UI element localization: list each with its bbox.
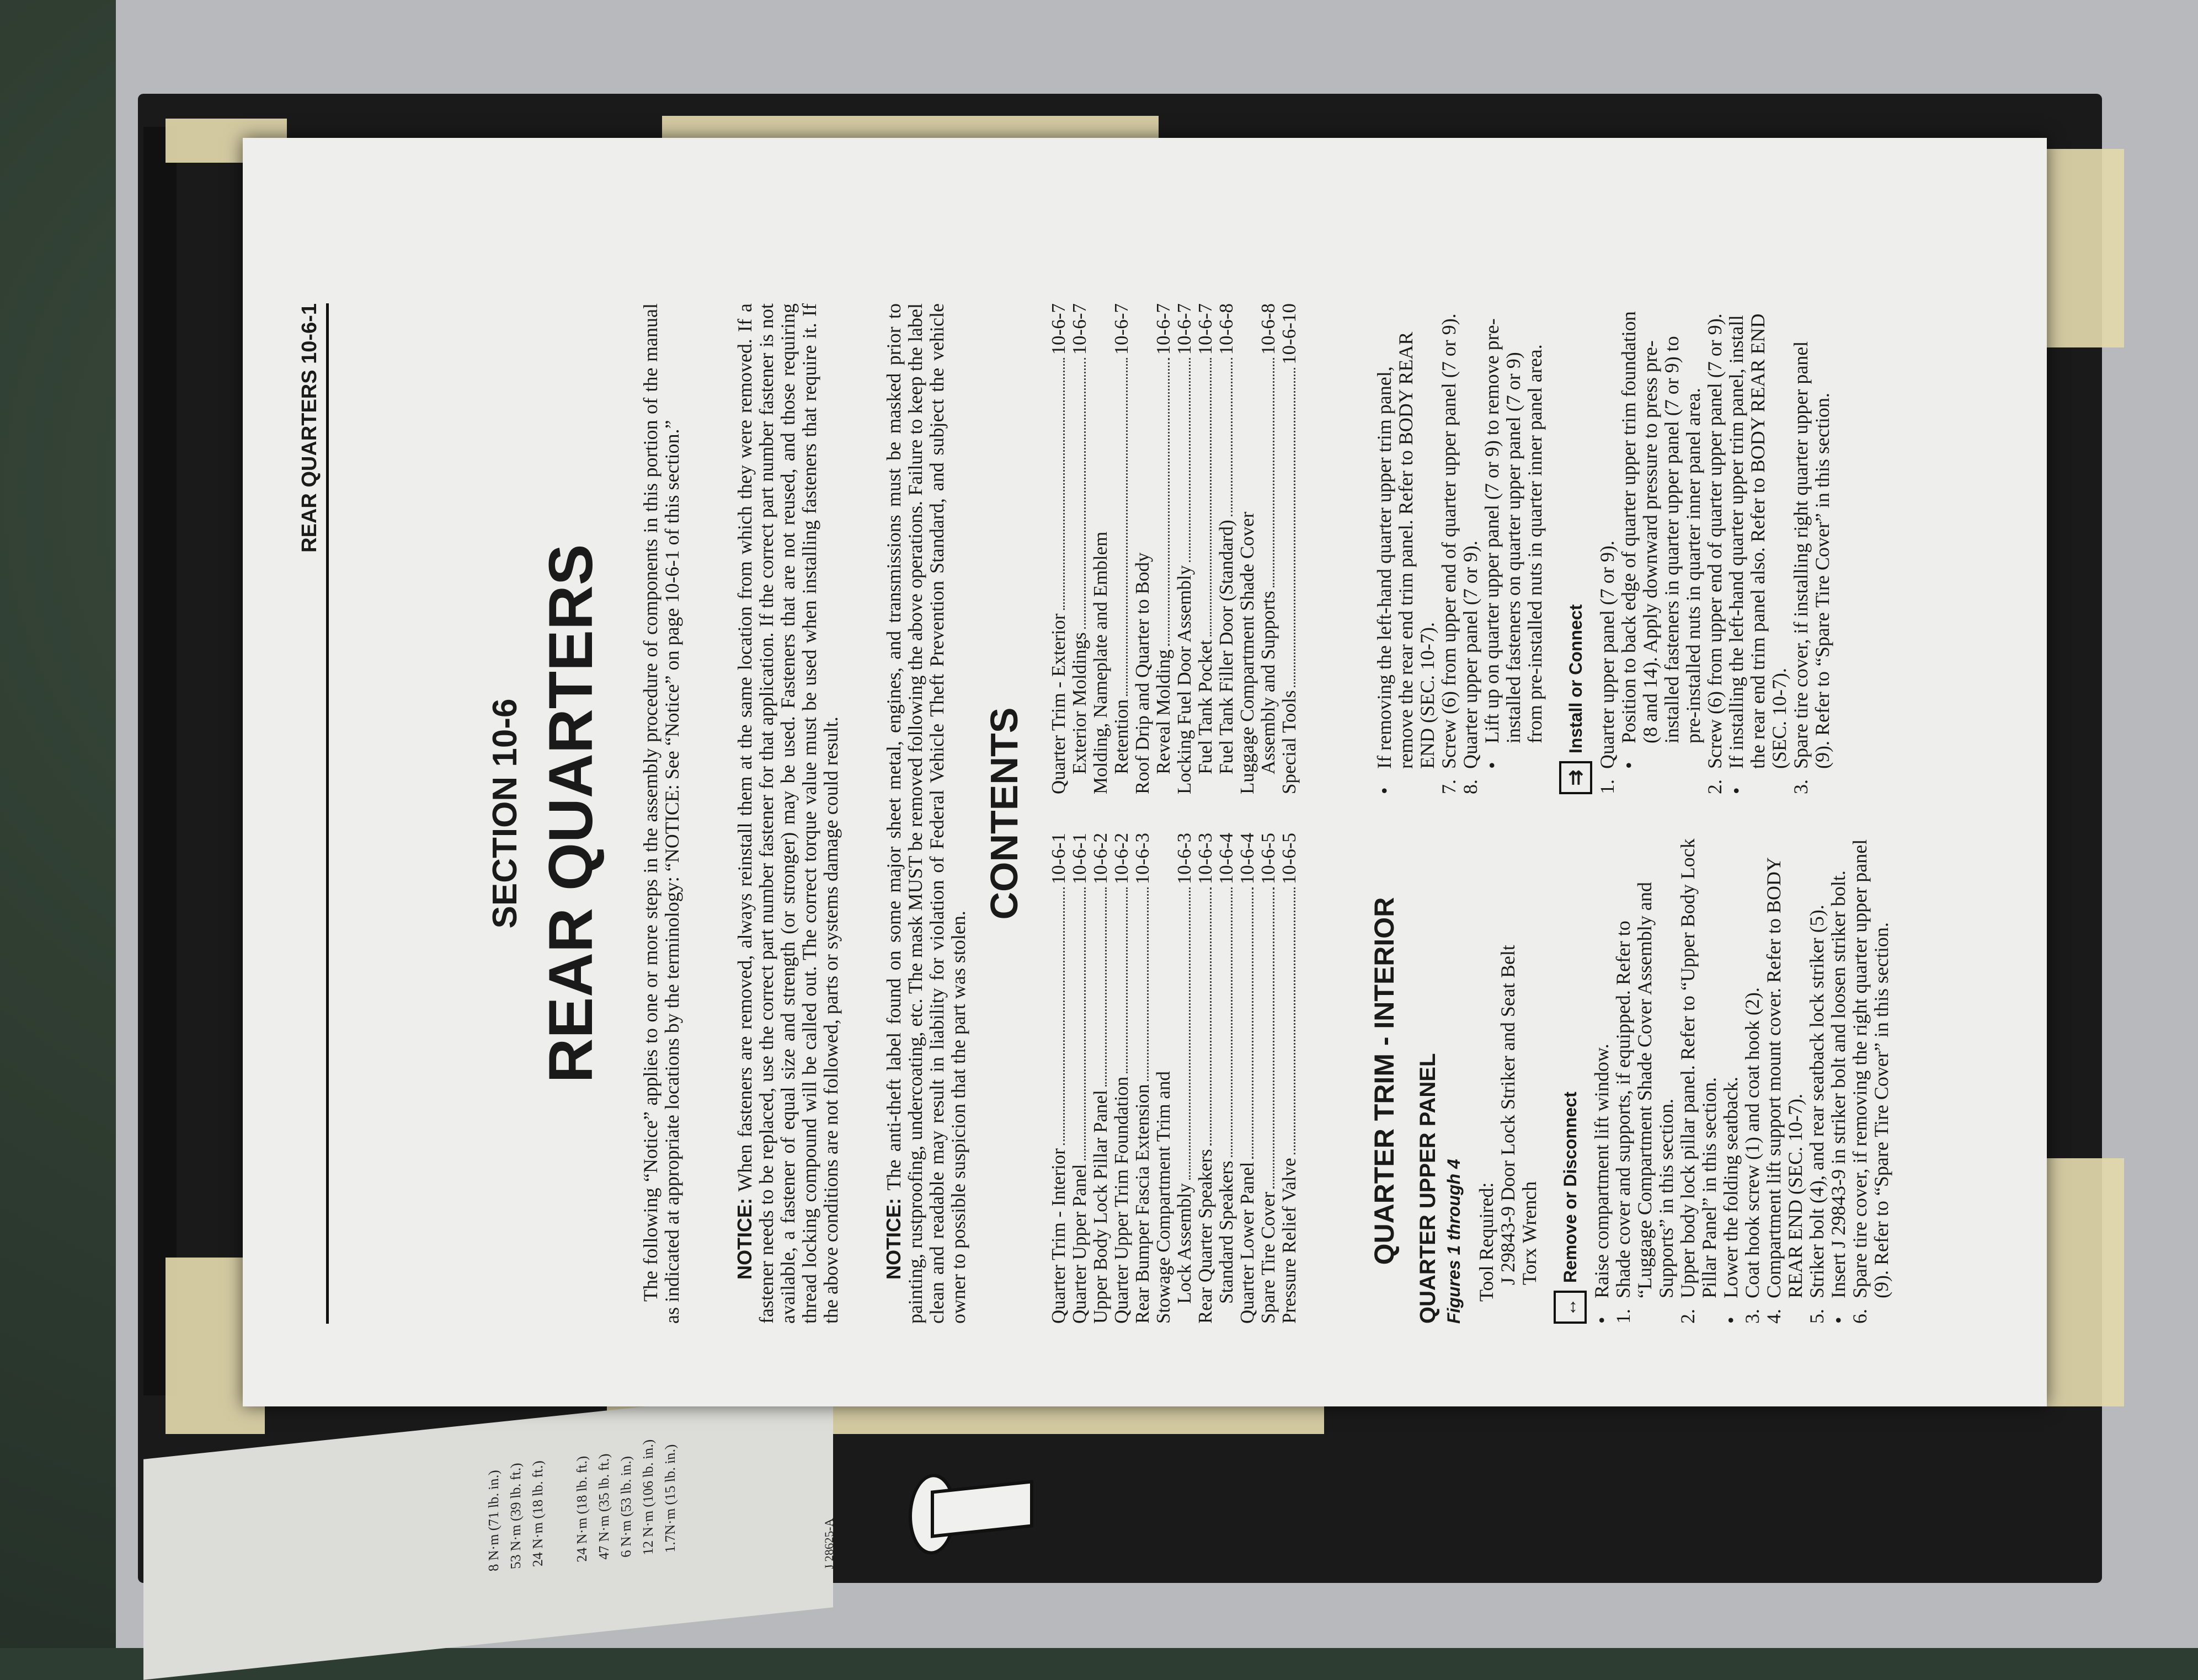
procedure-step [1763,838,1806,1324]
notice-antitheft [883,303,969,1324]
toc-entry [1174,833,1195,1324]
toc-entry [1195,303,1216,794]
toc-page: 10-6-8 [1257,303,1279,355]
toc-entry [1090,303,1111,794]
toc-label: Quarter Trim - Interior [1048,1148,1069,1324]
step-marker: 3. [1790,779,1812,794]
toc-entry [1237,303,1258,794]
toc-entry [1258,303,1279,794]
toc-entry [1153,303,1174,794]
figures-ref: Figures 1 through 4 [1444,1159,1464,1324]
toc-page: 10-6-2 [1090,833,1111,885]
intro-paragraph [640,303,683,1324]
step-marker: 2. [1704,779,1726,794]
tool-required-label: Tool Required: [1475,1182,1497,1302]
toc-label: Lock Assembly [1173,1183,1195,1304]
install-column [1374,309,1833,794]
toc-label: Special Tools [1278,690,1300,794]
toc-page: 10-6-7 [1194,303,1216,355]
intro-text: The following “Notice” applies to one or more steps in the assembly procedure of components in this portion of the manual as indicated at appropriate locations by the terminology: “NOTICE: See “Notice” on page 10-6-1 of this section.” [639,303,683,1324]
toc-leader [1210,358,1212,636]
procedure-step [1613,838,1677,1324]
step-marker: • [1720,1317,1742,1324]
remove-label: Remove or Disconnect [1560,1092,1580,1283]
toc-page: 10-6-7 [1069,303,1090,355]
remove-steps-continued [1374,309,1546,794]
step-marker: 6. [1849,1309,1871,1324]
toc-page: 10-6-1 [1069,833,1090,885]
remove-steps [1591,838,1892,1324]
toc-page: 10-6-7 [1173,303,1195,355]
toc-leader [1189,358,1191,562]
toc-entry [1069,833,1090,1324]
toc-page: 10-6-4 [1236,833,1258,885]
procedure-step [1828,838,1849,1324]
toc-page: 10-6-2 [1111,833,1132,885]
step-text: Quarter upper panel (7 or 9). [1596,541,1618,769]
step-text: Insert J 29843-9 in striker bolt and loosen striker bolt. [1827,870,1849,1298]
notice-text: When fasteners are removed, always reinstall them at the same location from which they were removed. If a fastener needs to be replaced, use the correct part number fastener for that application. If the correct part number fastener is not available, a fastener of equal size and strength (or stronger) may be used. Fasteners that are not reused, and those requiring thread locking compound will be called out. The correct torque value must be used when installing fasteners that require it. If the above conditions are not followed, parts or systems damage could result. [734,303,842,1324]
toc-label: Roof Drip and Quarter to Body [1132,552,1153,794]
notice-label: NOTICE: [882,1198,905,1280]
step-text: Lower the folding seatback. [1720,1077,1742,1298]
page-sheet [243,138,2047,1406]
tool-line: Torx Wrench [1518,1181,1540,1285]
step-marker: • [1373,787,1395,794]
toc-leader [1210,887,1212,1146]
running-head: REAR QUARTERS 10-6-1 [298,303,329,1324]
procedure-step [1481,309,1546,794]
step-marker: • [1725,787,1747,794]
step-text: Upper body lock pillar panel. Refer to “Upper Body Lock Pillar Panel” in this section. [1677,838,1720,1298]
toc-label: Standard Speakers [1215,1160,1237,1304]
step-text: Spare tire cover, if installing right quarter upper panel (9). Refer to “Spare Tire Cover” in this section. [1790,341,1833,769]
toc-entry [1111,303,1132,794]
toc-entry [1195,833,1216,1324]
page-content [298,303,1981,1324]
toc-entry [1216,303,1237,794]
toc-leader [1126,358,1128,696]
double-arrow-icon: ↔ [1554,1291,1587,1324]
procedure-step [1849,838,1892,1324]
toc-leader [1105,887,1107,1087]
toc-leader [1084,887,1086,1160]
toc-entry [1111,833,1132,1324]
procedure-step [1742,838,1763,1324]
toc-entry [1279,303,1300,794]
subheading: QUARTER UPPER PANEL [1416,1053,1440,1324]
step-marker: • [1591,1317,1613,1324]
toc-leader [1252,887,1253,1158]
section-title: REAR QUARTERS [536,544,605,1083]
tool-illustration [888,1401,1219,1602]
procedure-step [1806,838,1828,1324]
toc-page: 10-6-4 [1215,833,1237,885]
procedure-step [1438,309,1460,794]
toc-page: 10-6-5 [1257,833,1279,885]
toc-page: 10-6-3 [1132,833,1153,885]
step-marker: 2. [1677,1309,1699,1324]
step-text: Position to back edge of quarter upper trim foundation (8 and 14). Apply downward pressure to press pre-installed fasteners in quarter upper panel (7 or 9) to pre-installed nuts in quarter inner panel area. [1618,311,1704,743]
torque-value: 8 N·m (71 lb. in.) [486,1469,502,1572]
toc-label: Assembly and Supports [1257,591,1279,774]
tape-right-top [2041,149,2124,347]
toc-entry [1153,833,1174,1324]
step-marker: 5. [1806,1309,1828,1324]
procedure-step [1720,838,1742,1324]
torque-value: 24 N·m (18 lb. ft.) [530,1459,546,1568]
toc-leader [1294,887,1295,1154]
toc-label: Quarter Upper Panel [1069,1164,1090,1324]
toc-leader [1189,887,1191,1180]
tool-line: J 29843-9 Door Lock Striker and Seat Belt [1497,945,1519,1285]
toc-entry [1090,833,1111,1324]
toc-label: Reveal Molding [1153,649,1174,774]
toc-page: 10-6-7 [1153,303,1174,355]
step-text: Striker bolt (4), and rear seatback lock striker (5). [1806,905,1828,1298]
toc-label: Stowage Compartment Trim and [1153,1071,1174,1324]
figure-label: J 28625-A [822,1517,836,1570]
toc-leader [1273,358,1274,587]
procedure-step [1726,309,1790,794]
procedure-step [1790,309,1833,794]
remove-subhead [1554,838,1587,1324]
step-marker: 4. [1763,1309,1785,1324]
toc-leader [1063,358,1065,610]
toc-entry [1132,833,1153,1324]
toc-label: Quarter Upper Trim Foundation [1111,1076,1132,1324]
step-marker: 1. [1596,779,1618,794]
notice-text: The anti-theft label found on some major sheet metal, engines, and transmissions must be masked prior to painting, rustproofing, undercoating, etc. The mask MUST be removed following the above operations. Failure to keep the label clean and readable may result in liability for violation of Federal Vehicle Theft Prevention Standard, and subject the vehicle owner to possible suspicion that the part was stolen. [883,303,969,1324]
step-marker: 8. [1459,779,1481,794]
toc-label: Fuel Tank Pocket [1194,640,1216,774]
toc-page: 10-6-8 [1215,303,1237,355]
procedure-step [1618,309,1704,794]
procedure-step [1374,309,1438,794]
step-marker: 7. [1438,779,1460,794]
procedure-step [1591,838,1613,1324]
step-text: Quarter upper panel (7 or 9). [1459,541,1481,769]
step-text: Spare tire cover, if removing the right quarter upper panel (9). Refer to “Spare Tire Cover” in this section. [1849,839,1892,1298]
step-text: Lift up on quarter upper panel (7 or 9) to remove pre-installed fasteners on quarter upper panel (7 or 9) from pre-installed nuts in quarter inner panel area. [1481,318,1546,743]
step-text: If removing the left-hand quarter upper trim panel, remove the rear end trim panel. Refer to BODY REAR END (SEC. 10-7). [1373,331,1438,769]
toc-label: Retention [1111,699,1132,774]
torque-value: 24 N·m (18 lb. ft.) [574,1455,590,1563]
step-text: Compartment lift support mount cover. Refer to BODY REAR END (SEC. 10-7). [1763,858,1806,1298]
notice-label: NOTICE: [733,1198,756,1280]
install-label: Install or Connect [1565,604,1586,753]
toc-leader [1294,368,1295,687]
toc-page: 10-6-5 [1278,833,1300,885]
toc-leader [1231,358,1233,516]
toc-label: Spare Tire Cover [1257,1191,1279,1324]
toc-entry [1258,833,1279,1324]
torque-value: 47 N·m (35 lb. ft.) [596,1453,612,1561]
torque-value: 1.7N·m (15 lb. in.) [662,1443,678,1554]
procedure-step [1677,838,1720,1324]
toc-entry [1216,833,1237,1324]
interior-heading: QUARTER TRIM - INTERIOR [1369,897,1400,1265]
step-marker: • [1618,762,1640,769]
manual-page [243,138,2047,1406]
section-number: SECTION 10-6 [486,698,524,929]
toc-label: Upper Body Lock Pillar Panel [1090,1090,1111,1324]
toc-entry [1174,303,1195,794]
toc-entry [1048,303,1069,794]
step-marker: • [1481,762,1503,769]
toc-label: Rear Bumper Fascia Extension [1132,1084,1153,1324]
step-text: Raise compartment lift window. [1591,1044,1613,1298]
contents-title: CONTENTS [983,707,1026,920]
step-text: Screw (6) from upper end of quarter upper panel (7 or 9). [1438,313,1460,769]
step-marker: 3. [1741,1309,1763,1324]
toc-leader [1231,887,1233,1157]
toc-label: Molding, Nameplate and Emblem [1090,531,1111,794]
toc-entry [1048,833,1069,1324]
toc-page: 10-6-3 [1194,833,1216,885]
step-text: Screw (6) from upper end of quarter upper panel (7 or 9). [1704,313,1726,769]
spine-band [143,127,177,1395]
toc-page: 10-6-10 [1278,303,1300,365]
toc-entry [1132,303,1153,794]
step-text: If installing the left-hand quarter upper trim panel, install the rear end trim panel also. Refer to BODY REAR END (SEC. 10-7). [1725,313,1790,769]
interior-column [1369,838,1892,1324]
torque-value: 53 N·m (39 lb. ft.) [508,1462,524,1570]
toc-page: 10-6-7 [1111,303,1132,355]
toc-left-column [1048,833,1300,1324]
install-subhead [1559,309,1592,794]
toc-label: Rear Quarter Speakers [1194,1149,1216,1324]
notice-fasteners [734,303,842,1324]
toc-leader [1168,358,1170,646]
toc-entry [1069,303,1090,794]
toc-right-column [1048,303,1300,794]
inward-arrows-icon: ⇉ [1559,761,1592,794]
toc-entry [1279,833,1300,1324]
toc-label: Locking Fuel Door Assembly [1173,565,1195,794]
toc-label: Quarter Lower Panel [1236,1162,1258,1324]
step-marker: • [1827,1317,1849,1324]
toc-leader [1147,887,1149,1080]
toc-page: 10-6-1 [1048,833,1069,885]
torque-value: 12 N·m (106 lb. in.) [640,1438,656,1556]
toc-leader [1084,358,1086,629]
procedure-step [1460,309,1481,794]
toc-leader [1126,887,1128,1073]
toc-page: 10-6-3 [1173,833,1195,885]
toc-label: Luggage Compartment Shade Cover [1236,511,1258,794]
toc-entry [1237,833,1258,1324]
toc-label: Pressure Relief Valve [1278,1158,1300,1324]
step-text: Coat hook screw (1) and coat hook (2). [1741,987,1763,1298]
toc-label: Exterior Moldings [1069,632,1090,774]
toc-label: Quarter Trim - Exterior [1048,613,1069,794]
torque-value: 6 N·m (53 lb. in.) [618,1455,634,1559]
tape-right-bottom [2041,1158,2124,1406]
step-text: Shade cover and supports, if equipped. Refer to “Luggage Compartment Shade Cover Assembly and Supports” in this section. [1612,882,1677,1298]
toc-leader [1063,887,1065,1145]
install-steps [1597,309,1833,794]
toc-page: 10-6-7 [1048,303,1069,355]
procedure-step [1597,309,1618,794]
procedure-step [1704,309,1726,794]
step-marker: 1. [1612,1309,1634,1324]
toc-label: Fuel Tank Filler Door (Standard) [1215,520,1237,774]
toc-leader [1273,887,1274,1189]
